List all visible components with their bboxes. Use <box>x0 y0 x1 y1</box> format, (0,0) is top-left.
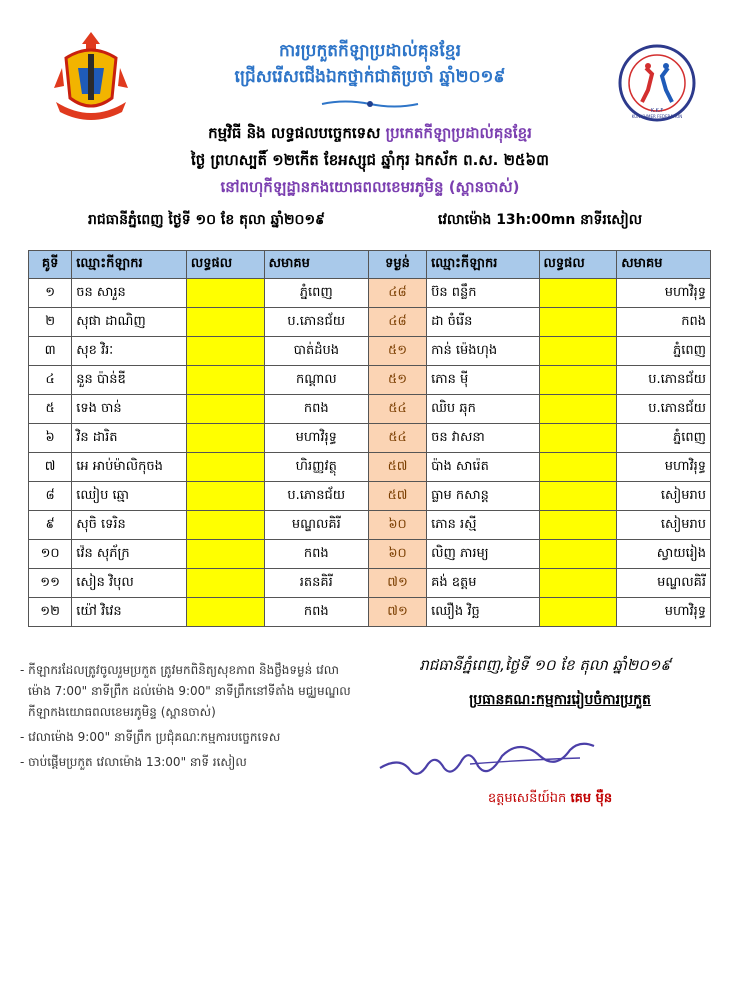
fighter1-club-cell: ប.ភោនជ័យ <box>264 482 368 511</box>
signature-date: រាជធានីភ្នំពេញ,ថ្ងៃទី ១០ ខែ តុលា ឆ្នាំ២០១៩ <box>419 656 671 674</box>
weight-cell: ៦០ <box>369 540 427 569</box>
fighter1-name-cell: ចន សារួន <box>72 279 187 308</box>
fighter2-result-cell <box>539 453 617 482</box>
match-table <box>28 250 711 627</box>
table-row <box>29 511 711 540</box>
fighter1-club-cell: ភ្នំពេញ <box>264 279 368 308</box>
fighter2-result-cell <box>539 511 617 540</box>
bout-number-cell: ២ <box>29 308 72 337</box>
logo-abbr: K.K.F <box>650 108 664 114</box>
bout-number-cell: ៧ <box>29 453 72 482</box>
fighter1-club-cell: រតនគិរី <box>264 569 368 598</box>
place-date: រាជធានីភ្នំពេញ ថ្ងៃទី ១០ ខែ តុលា ឆ្នាំ២០១៩ <box>88 212 325 228</box>
program-accent: ប្រកេតកីឡាប្រដាល់គុនខ្មែរ <box>385 124 532 142</box>
bout-number-cell: ៨ <box>29 482 72 511</box>
divider-ornament <box>320 96 420 112</box>
weight-cell: ៥៤ <box>369 395 427 424</box>
program-prefix: កម្មវិធី និង លទ្ធផលបច្ចេកទេស <box>208 124 381 142</box>
bout-number-cell: ១ <box>29 279 72 308</box>
weight-cell: ៧១ <box>369 569 427 598</box>
kun-khmer-federation-logo <box>618 44 696 122</box>
fighter1-result-cell <box>186 279 264 308</box>
fighter1-result-cell <box>186 569 264 598</box>
table-row <box>29 453 711 482</box>
fighter2-name-cell: ឈិប ឆុក <box>427 395 539 424</box>
fighter1-result-cell <box>186 511 264 540</box>
fighter1-club-cell: មណ្ឌលគិរី <box>264 511 368 540</box>
weight-cell: ៤៨ <box>369 308 427 337</box>
fighter2-result-cell <box>539 598 617 627</box>
fighter2-club-cell: ប.ភោនជ័យ <box>617 395 711 424</box>
col-header-club2: សមាគម <box>617 251 711 279</box>
fighter1-name-cell: ទេង ចាន់ <box>72 395 187 424</box>
handwritten-signature <box>370 720 620 788</box>
fighter2-club-cell: សៀមរាប <box>617 482 711 511</box>
fighter1-club-cell: កពង <box>264 540 368 569</box>
col-header-fighter1: ឈ្មោះកីឡាករ <box>72 251 187 279</box>
table-row <box>29 598 711 627</box>
weight-cell: ៥៤ <box>369 424 427 453</box>
fighter2-result-cell <box>539 279 617 308</box>
fighter1-name-cell: នួន ប៉ាន់ឌី <box>72 366 187 395</box>
fighter2-result-cell <box>539 424 617 453</box>
note-item: - ចាប់ផ្តើមប្រកួត វេលាម៉ោង 13:00" នាទី រសៀល <box>20 755 247 769</box>
fighter2-club-cell: សៀមរាប <box>617 511 711 540</box>
fighter2-name-cell: ធ្លាម កសាន្ត <box>427 482 539 511</box>
fighter2-name-cell: ដា ចំរើន <box>427 308 539 337</box>
fighter2-result-cell <box>539 540 617 569</box>
weight-cell: ៥៧ <box>369 453 427 482</box>
fighter1-result-cell <box>186 395 264 424</box>
fighter1-name-cell: សៀន វិបុល <box>72 569 187 598</box>
fighter2-name-cell: ចន វាសនា <box>427 424 539 453</box>
weight-cell: ៥៧ <box>369 482 427 511</box>
fighter2-result-cell <box>539 366 617 395</box>
table-row <box>29 424 711 453</box>
fighter1-club-cell: មហាវិរុទ្ធ <box>264 424 368 453</box>
fighter1-club-cell: ប.ភោនជ័យ <box>264 308 368 337</box>
fighter1-result-cell <box>186 424 264 453</box>
col-header-club1: សមាគម <box>264 251 368 279</box>
fighter1-result-cell <box>186 540 264 569</box>
fighter1-club-cell: កពង <box>264 598 368 627</box>
signer-name: គេម ម៉ឺន <box>570 791 613 806</box>
signature-title: ប្រធានគណ:កម្មការរៀបចំការប្រកួត <box>469 692 651 708</box>
table-row <box>29 337 711 366</box>
fighter2-club-cell: ភ្នំពេញ <box>617 337 711 366</box>
signer-rank: ឧត្តមសេនីយ៍ឯក <box>487 791 567 806</box>
fighter2-club-cell: មហាវិរុទ្ធ <box>617 279 711 308</box>
logo-text: KUN KHMER FEDERATION <box>631 114 683 119</box>
bout-number-cell: ៣ <box>29 337 72 366</box>
fighter1-result-cell <box>186 337 264 366</box>
fighter2-name-cell: លិញ ភារម្យ <box>427 540 539 569</box>
weight-cell: ៥១ <box>369 337 427 366</box>
note-item: - វេលាម៉ោង 9:00" នាទីព្រឹក ប្រជុំគណៈកម្មការបច្ចេកទេស <box>20 730 281 744</box>
fighter2-name-cell: ភោន រស្មី <box>427 511 539 540</box>
fighter2-club-cell: កពង <box>617 308 711 337</box>
bout-number-cell: ៩ <box>29 511 72 540</box>
fighter2-result-cell <box>539 482 617 511</box>
col-header-weight: ទម្ងន់ <box>369 251 427 279</box>
table-row <box>29 569 711 598</box>
table-row <box>29 308 711 337</box>
table-row <box>29 540 711 569</box>
fighter2-result-cell <box>539 308 617 337</box>
time-info: វេលាម៉ោង 13h:00mn នាទីរសៀល <box>438 212 643 228</box>
table-header-row <box>29 251 711 279</box>
weight-cell: ៥១ <box>369 366 427 395</box>
table-body <box>29 279 711 627</box>
weight-cell: ៤៨ <box>369 279 427 308</box>
fighter1-result-cell <box>186 366 264 395</box>
fighter2-club-cell: ប.ភោនជ័យ <box>617 366 711 395</box>
table-row <box>29 482 711 511</box>
fighter1-club-cell: បាត់ដំបង <box>264 337 368 366</box>
fighter1-name-cell: យ៉ៅ វិវេន <box>72 598 187 627</box>
weight-cell: ៦០ <box>369 511 427 540</box>
bout-number-cell: ៦ <box>29 424 72 453</box>
fighter2-club-cell: មណ្ឌលគិរី <box>617 569 711 598</box>
fighter1-club-cell: កពង <box>264 395 368 424</box>
venue-line: នៅពហុកីឡដ្ឋានកងយោធពលខេមរភូមិន្ទ (ស្ពានចាស់) <box>220 178 520 196</box>
table-row <box>29 395 711 424</box>
fighter1-club-cell: ហិរញ្ញវត្ថុ <box>264 453 368 482</box>
fighter1-name-cell: ឈៀប ឆ្មោ <box>72 482 187 511</box>
bout-number-cell: ៥ <box>29 395 72 424</box>
fighter1-name-cell: សុផា ដាណិញ <box>72 308 187 337</box>
fighter1-result-cell <box>186 598 264 627</box>
bout-number-cell: ១១ <box>29 569 72 598</box>
weight-cell: ៧១ <box>369 598 427 627</box>
fighter1-name-cell: អេ អាប់ម៉ាលិកុចង <box>72 453 187 482</box>
document-title: ការប្រកួតកីឡាប្រដាល់គុនខ្មែរ <box>279 41 461 61</box>
fighter2-name-cell: ឈឿង វិច្ឆ <box>427 598 539 627</box>
table-row <box>29 366 711 395</box>
fighter1-club-cell: កណ្តាល <box>264 366 368 395</box>
signer-line <box>420 790 680 809</box>
note-item: - កីឡាករដែលត្រូវចូលរួមប្រកួត ត្រូវមកពិនិត្យសុខភាព និងថ្លឹងទម្ងន់ វេលាម៉ោង 7:00" នាទីព្រឹក ដល់ម៉ោង 9:00" នាទីព្រឹកនៅទីតាំង មជ្ឈមណ្ឌលកីឡាកងយោធពលខេមរភូមិន្ទ (ស្ពានចាស់) <box>20 663 351 719</box>
fighter2-club-cell: មហាវិរុទ្ធ <box>617 453 711 482</box>
fighter1-name-cell: វិន ដារិត <box>72 424 187 453</box>
document-subtitle: ជ្រើសរើសជើងឯកថ្នាក់ជាតិប្រចាំ ឆ្នាំ២០១៩ <box>234 67 506 87</box>
fighter1-result-cell <box>186 308 264 337</box>
fighter2-result-cell <box>539 569 617 598</box>
fighter2-name-cell: ភោន ម៉ី <box>427 366 539 395</box>
fighter2-club-cell: ស្វាយរៀង <box>617 540 711 569</box>
col-header-result2: លទ្ធផល <box>539 251 617 279</box>
fighter1-result-cell <box>186 482 264 511</box>
lunar-date-line: ថ្ងៃ ព្រហស្បតិ៍ ១២កើត ខែអស្សុជ ឆ្នាំកុរ ឯកស័ក ព.ស. ២៥៦៣ <box>191 151 549 169</box>
table-row <box>29 279 711 308</box>
fighter2-result-cell <box>539 337 617 366</box>
fighter2-name-cell: ប៊ន ពន្លឹក <box>427 279 539 308</box>
bout-number-cell: ៤ <box>29 366 72 395</box>
fighter2-name-cell: ប៉ាង សារ៉េត <box>427 453 539 482</box>
fighter2-club-cell: ភ្នំពេញ <box>617 424 711 453</box>
fighter2-club-cell: មហាវិរុទ្ធ <box>617 598 711 627</box>
col-header-result1: លទ្ធផល <box>186 251 264 279</box>
fighter2-name-cell: គង់ ឧត្តម <box>427 569 539 598</box>
bout-number-cell: ១០ <box>29 540 72 569</box>
program-heading <box>110 124 630 146</box>
fighter1-name-cell: វ៉េន សុភ័ក្រ <box>72 540 187 569</box>
cambodia-sports-emblem-logo <box>48 28 134 124</box>
fighter2-name-cell: កាន់ ម៉េងហុង <box>427 337 539 366</box>
col-header-no: គូទី <box>29 251 72 279</box>
notes-section <box>14 660 359 777</box>
col-header-fighter2: ឈ្មោះកីឡាករ <box>427 251 539 279</box>
fighter2-result-cell <box>539 395 617 424</box>
bout-number-cell: ១២ <box>29 598 72 627</box>
fighter1-name-cell: សុចិ ទេរិន <box>72 511 187 540</box>
fighter1-result-cell <box>186 453 264 482</box>
fighter1-name-cell: សុខ វិរៈ <box>72 337 187 366</box>
